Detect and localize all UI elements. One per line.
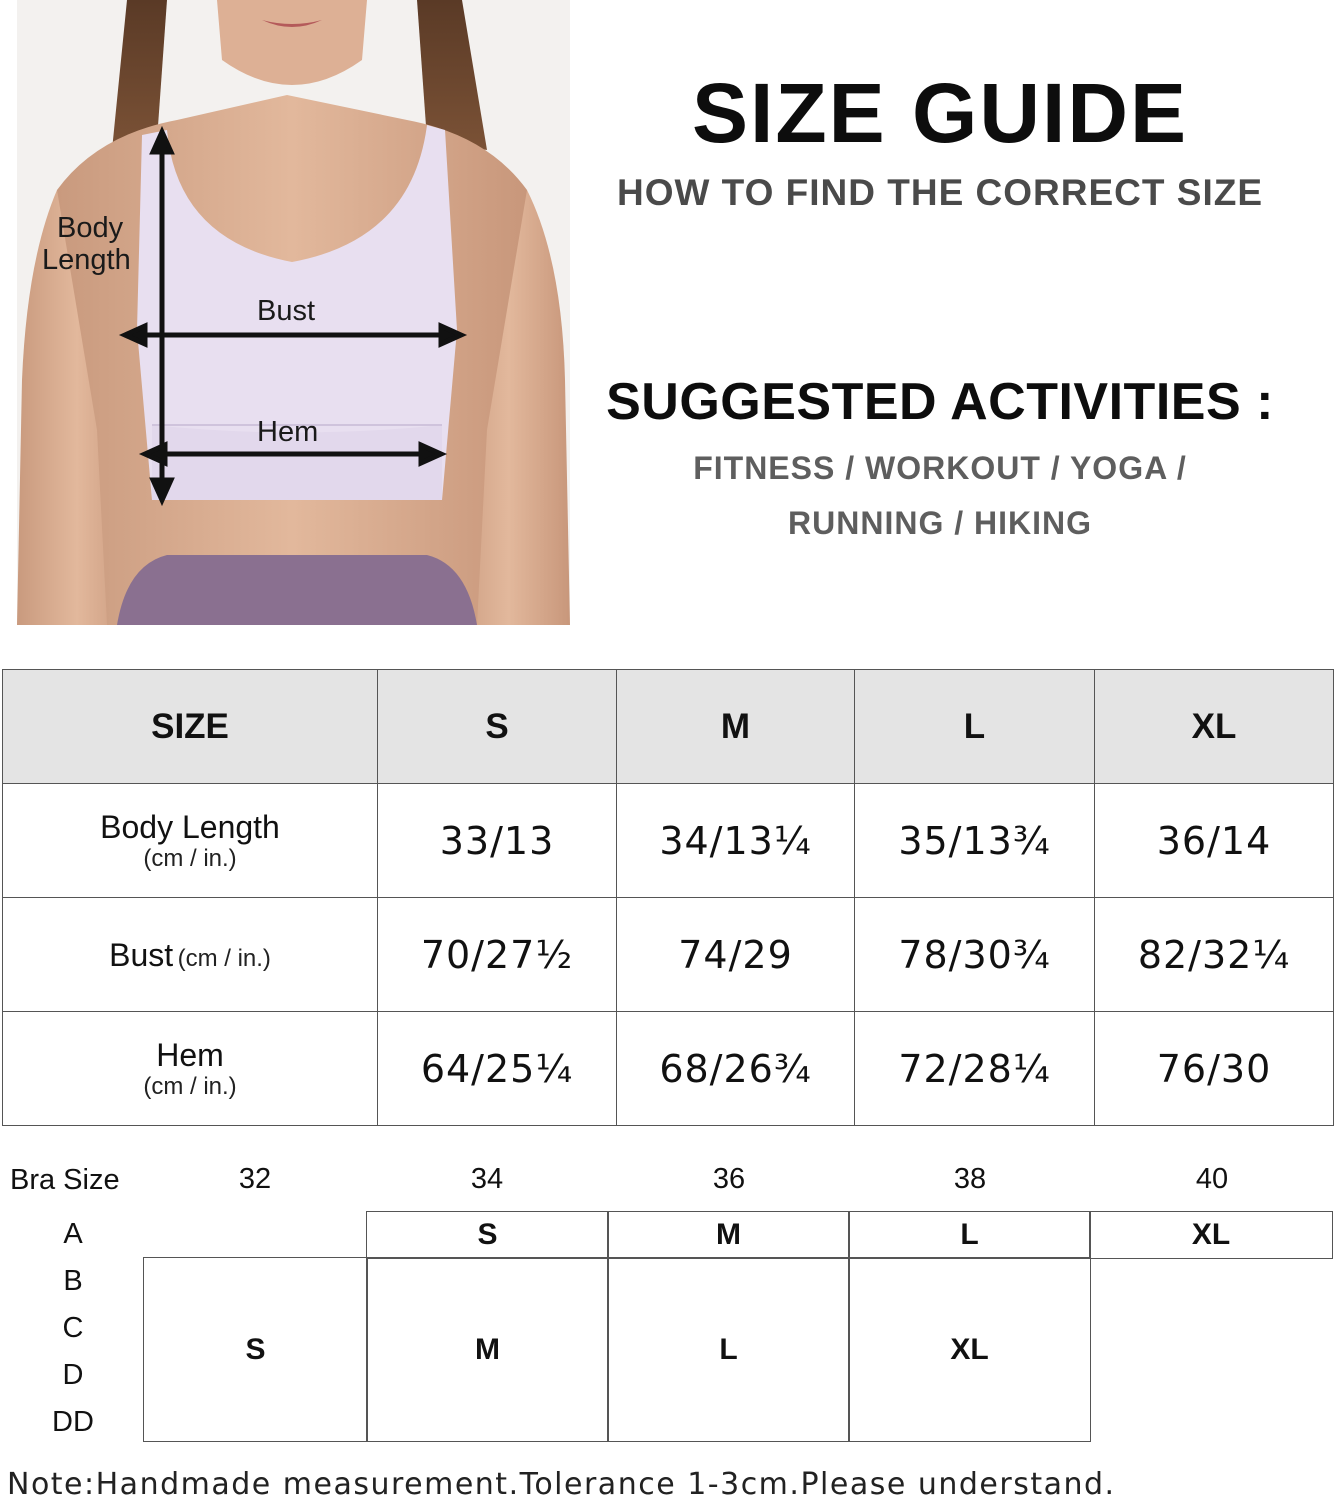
band-size-36: 36 bbox=[712, 1163, 746, 1195]
bra-size-label: Bra Size bbox=[10, 1164, 120, 1196]
cup-c: C bbox=[62, 1312, 84, 1344]
row-unit: (cm / in.) bbox=[177, 944, 271, 972]
band-size-40: 40 bbox=[1195, 1163, 1229, 1195]
header-xl: XL bbox=[1095, 670, 1334, 784]
cup-b: B bbox=[63, 1265, 83, 1297]
table-cell: 33/13 bbox=[378, 784, 617, 898]
page-subtitle: HOW TO FIND THE CORRECT SIZE bbox=[616, 172, 1264, 213]
band-size-34: 34 bbox=[470, 1163, 504, 1195]
table-cell: 34/13¼ bbox=[617, 784, 855, 898]
cup-a-size-l: L bbox=[848, 1211, 1091, 1259]
activities-heading: SUGGESTED ACTIVITIES : bbox=[606, 373, 1274, 431]
product-photo bbox=[17, 0, 570, 625]
row-name: Body Length bbox=[100, 808, 280, 845]
row-name: Bust bbox=[109, 936, 174, 973]
hem-label: Hem bbox=[257, 416, 319, 448]
table-row bbox=[3, 898, 1334, 1012]
cup-dd: DD bbox=[52, 1406, 94, 1438]
body-length-label-line2: Length bbox=[42, 244, 131, 276]
cup-a-size-xl: XL bbox=[1089, 1211, 1333, 1259]
header-m: M bbox=[617, 670, 855, 784]
table-cell: 36/14 bbox=[1095, 784, 1334, 898]
table-row bbox=[3, 784, 1334, 898]
cup-b-dd-size-m: M bbox=[366, 1257, 609, 1442]
table-header-row bbox=[3, 670, 1334, 784]
table-cell: 68/26¾ bbox=[617, 1012, 855, 1126]
cup-b-dd-size-s: S bbox=[143, 1257, 368, 1442]
header-s: S bbox=[378, 670, 617, 784]
row-label-body-length bbox=[3, 784, 378, 898]
activities-list-line-1: FITNESS / WORKOUT / YOGA / bbox=[693, 450, 1187, 486]
table-cell: 64/25¼ bbox=[378, 1012, 617, 1126]
tolerance-note: Note:Handmade measurement.Tolerance 1-3cm.Please understand. bbox=[7, 1467, 1116, 1502]
row-name: Hem bbox=[156, 1036, 224, 1073]
table-row bbox=[3, 1012, 1334, 1126]
page-title: SIZE GUIDE bbox=[691, 66, 1189, 160]
row-label-hem bbox=[3, 1012, 378, 1126]
table-cell: 74/29 bbox=[617, 898, 855, 1012]
bust-label: Bust bbox=[257, 295, 316, 327]
size-table bbox=[2, 669, 1334, 1126]
cup-b-dd-size-l: L bbox=[607, 1257, 850, 1442]
cup-a: A bbox=[63, 1218, 83, 1250]
cup-a-size-s: S bbox=[366, 1211, 609, 1259]
cup-b-dd-size-xl: XL bbox=[848, 1257, 1091, 1442]
table-cell: 82/32¼ bbox=[1095, 898, 1334, 1012]
row-label-bust bbox=[3, 898, 378, 1012]
row-unit: (cm / in.) bbox=[143, 1072, 237, 1100]
band-size-38: 38 bbox=[953, 1163, 987, 1195]
band-size-32: 32 bbox=[238, 1163, 272, 1195]
table-cell: 76/30 bbox=[1095, 1012, 1334, 1126]
table-cell: 35/13¾ bbox=[855, 784, 1095, 898]
header-l: L bbox=[855, 670, 1095, 784]
table-cell: 70/27½ bbox=[378, 898, 617, 1012]
activities-list-line-2: RUNNING / HIKING bbox=[788, 505, 1092, 541]
table-cell: 72/28¼ bbox=[855, 1012, 1095, 1126]
table-cell: 78/30¾ bbox=[855, 898, 1095, 1012]
row-unit: (cm / in.) bbox=[143, 844, 237, 872]
cup-a-size-m: M bbox=[607, 1211, 850, 1259]
header-size: SIZE bbox=[3, 670, 378, 784]
cup-d: D bbox=[62, 1359, 84, 1391]
body-length-label-line1: Body bbox=[57, 212, 124, 244]
